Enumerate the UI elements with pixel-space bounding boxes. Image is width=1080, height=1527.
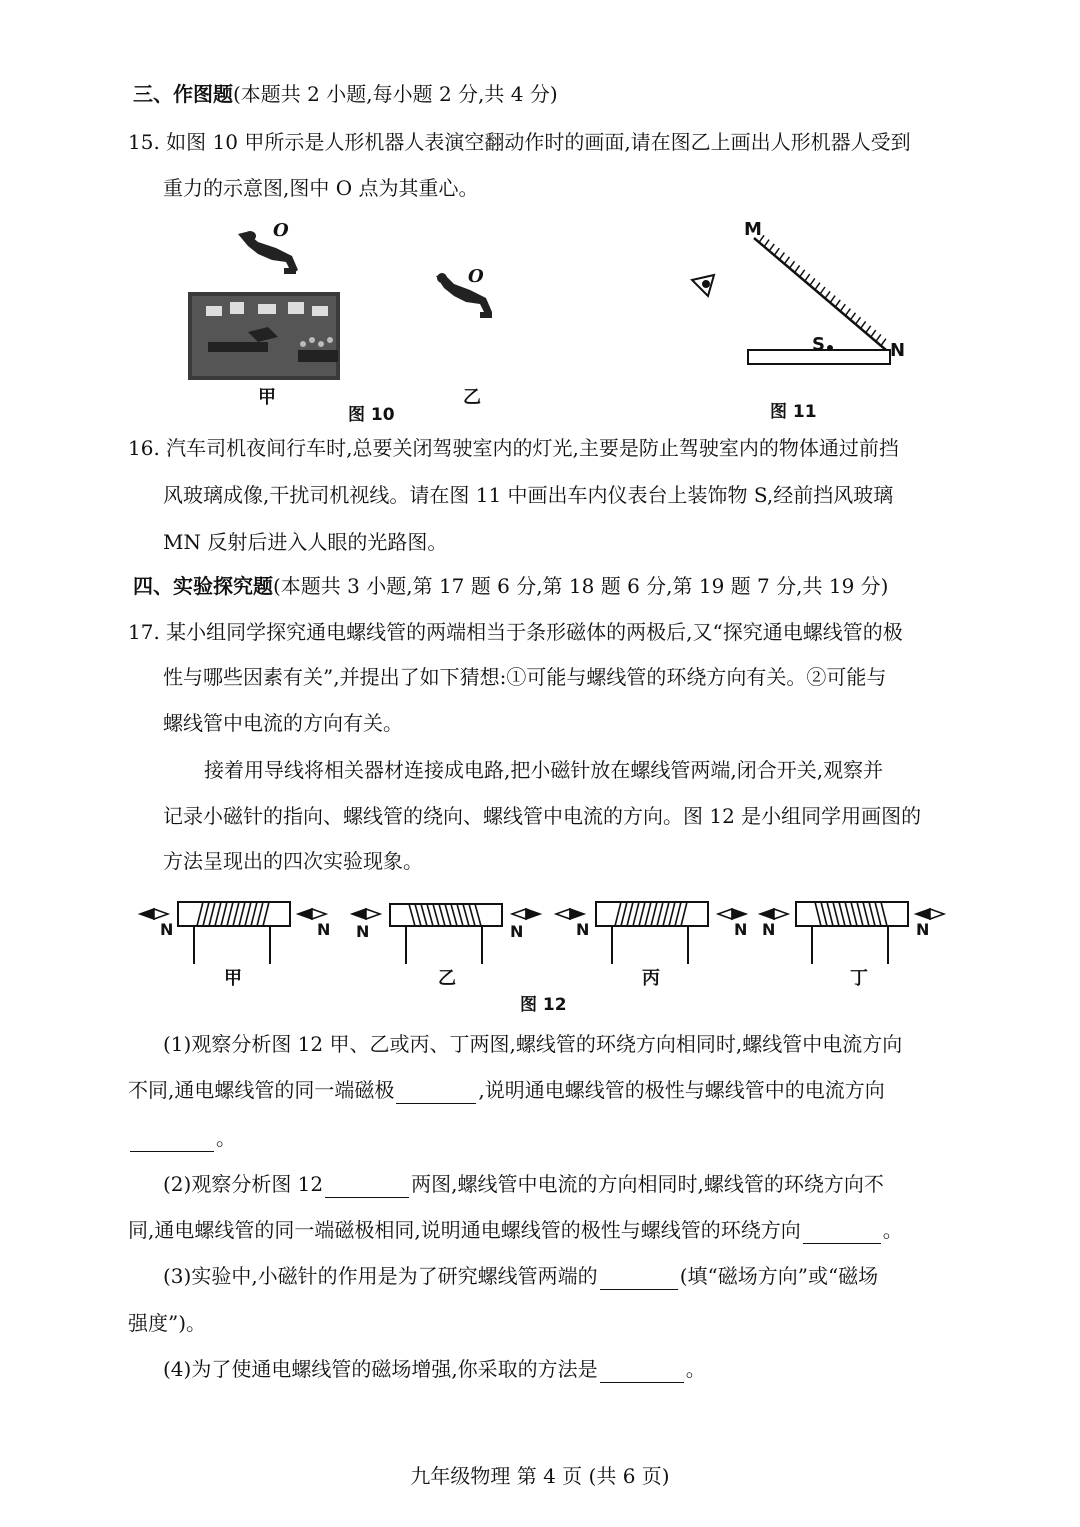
figure-12-sub-ding: 丁 — [850, 968, 868, 989]
coil-winding — [239, 902, 245, 926]
q17-1-line-1: (1)观察分析图 12 甲、乙或丙、丁两图,螺线管的环绕方向相同时,螺线管中电流方向 — [163, 1032, 903, 1056]
mirror-hatch-mark — [835, 300, 840, 307]
section-heading: 三、作图题 — [133, 82, 233, 106]
figure-12-n-label: N — [356, 922, 370, 941]
coil-winding — [463, 904, 469, 926]
mirror-hatch-mark — [840, 304, 845, 311]
q17-line-5: 记录小磁针的指向、螺线管的绕向、螺线管中电流的方向。图 12 是小组同学用画图的 — [163, 804, 922, 828]
mirror-hatch-mark — [795, 265, 800, 272]
figure-12-n-label: N — [916, 920, 930, 939]
text-segment: 。 — [216, 1126, 236, 1150]
coil-winding — [257, 902, 263, 926]
figure-12-n-label: N — [576, 920, 590, 939]
figure-10-point-o-yi: O — [468, 266, 484, 287]
coil-winding — [827, 902, 833, 926]
coil-winding — [203, 902, 209, 926]
answer-blank[interactable] — [600, 1360, 684, 1383]
text-segment: (2)观察分析图 12 — [163, 1172, 324, 1196]
figure-10-sub-jia: 甲 — [258, 387, 276, 408]
text-segment: (4)为了使通电螺线管的磁场增强,你采取的方法是 — [163, 1357, 598, 1381]
text-segment: (3)实验中,小磁针的作用是为了研究螺线管两端的 — [163, 1264, 598, 1288]
mirror-hatch-mark — [784, 257, 789, 264]
mirror-hatch-mark — [856, 317, 861, 324]
coil-winding — [245, 902, 251, 926]
q17-1-line-3 — [128, 1124, 236, 1152]
q17-line-3: 螺线管中电流的方向有关。 — [163, 711, 403, 735]
mirror-hatch-mark — [800, 270, 805, 277]
coil-winding — [221, 902, 227, 926]
mirror-hatch-mark — [850, 313, 855, 320]
coil-winding — [475, 904, 481, 926]
coil-winding — [851, 902, 857, 926]
answer-blank[interactable] — [130, 1129, 214, 1152]
mirror-hatch-mark — [830, 296, 835, 303]
coil-winding — [681, 902, 687, 926]
coil-winding — [251, 902, 257, 926]
coil-winding — [445, 904, 451, 926]
coil-winding — [421, 904, 427, 926]
figure-12-n-label: N — [510, 922, 524, 941]
figure-10-jia-photo — [188, 222, 343, 382]
coil-winding — [821, 902, 827, 926]
text-segment: 不同,通电螺线管的同一端磁极 — [128, 1078, 395, 1102]
coil-winding — [815, 902, 821, 926]
coil-winding — [675, 902, 681, 926]
mirror-hatch-mark — [810, 278, 815, 285]
figure-10-point-o-jia: O — [273, 220, 289, 241]
coil-winding — [433, 904, 439, 926]
answer-blank[interactable] — [600, 1267, 678, 1290]
coil-winding — [663, 902, 669, 926]
coil-winding — [457, 904, 463, 926]
text-segment: 两图,螺线管中电流的方向相同时,螺线管的环绕方向不 — [411, 1172, 884, 1196]
coil-winding — [439, 904, 445, 926]
coil-winding — [469, 904, 475, 926]
figure-12-n-label: N — [734, 920, 748, 939]
q17-line-6: 方法呈现出的四次实验现象。 — [163, 849, 423, 873]
figure-11-label-n: N — [890, 340, 906, 361]
figure-12-sub-jia: 甲 — [224, 968, 242, 989]
q17-3-line-2: 强度”)。 — [128, 1311, 207, 1335]
figure-12-n-label: N — [160, 920, 174, 939]
figure-12-n-label: N — [317, 920, 331, 939]
mirror-hatch-mark — [866, 326, 871, 333]
coil-winding — [627, 902, 633, 926]
coil-winding — [881, 902, 887, 926]
coil-winding — [839, 902, 845, 926]
q17-3-line-1 — [163, 1262, 878, 1290]
figure-10-sub-yi: 乙 — [463, 387, 481, 408]
coil-winding — [233, 902, 239, 926]
section-note: (本题共 2 小题,每小题 2 分,共 4 分) — [233, 82, 558, 106]
coil-winding — [845, 902, 851, 926]
mirror-hatch-mark — [790, 261, 795, 268]
figure-11-label-s: S — [812, 334, 825, 355]
coil-winding — [669, 902, 675, 926]
text-segment: 同,通电螺线管的同一端磁极相同,说明通电螺线管的极性与螺线管的环绕方向 — [128, 1218, 801, 1242]
coil-winding — [857, 902, 863, 926]
coil-winding — [263, 902, 269, 926]
text-segment: 。 — [882, 1218, 903, 1242]
mirror-hatch-mark — [881, 339, 886, 346]
coil-winding — [227, 902, 233, 926]
mirror-hatch-mark — [820, 287, 825, 294]
coil-winding — [197, 902, 203, 926]
page-footer: 九年级物理 第 4 页 (共 6 页) — [410, 1464, 670, 1488]
q17-line-1: 17. 某小组同学探究通电螺线管的两端相当于条形磁体的两极后,又“探究通电螺线管的极 — [128, 620, 903, 644]
q15-line-1: 15. 如图 10 甲所示是人形机器人表演空翻动作时的画面,请在图乙上画出人形机器人受到 — [128, 130, 911, 154]
text-segment: 。 — [685, 1357, 706, 1381]
mirror-hatch-mark — [764, 240, 769, 247]
coil-winding — [869, 902, 875, 926]
coil-winding — [215, 902, 221, 926]
section-4-title — [133, 572, 888, 600]
q17-1-line-2 — [128, 1076, 885, 1104]
section-note: (本题共 3 小题,第 17 题 6 分,第 18 题 6 分,第 19 题 7 分,共 19 分) — [273, 574, 889, 598]
mirror-hatch-mark — [871, 330, 876, 337]
q17-2-line-1 — [163, 1170, 884, 1198]
mirror-hatch-mark — [861, 321, 866, 328]
coil-winding — [209, 902, 215, 926]
answer-blank[interactable] — [325, 1175, 409, 1198]
q17-4-line-1 — [163, 1355, 706, 1383]
coil-winding — [621, 902, 627, 926]
figure-12-solenoids — [138, 896, 948, 966]
figure-12-caption: 图 12 — [520, 995, 567, 1015]
coil-winding — [615, 902, 621, 926]
figure-10-caption: 图 10 — [348, 405, 395, 425]
mirror-hatch-mark — [779, 253, 784, 260]
coil-winding — [657, 902, 663, 926]
coil-winding — [651, 902, 657, 926]
q15-line-2: 重力的示意图,图中 O 点为其重心。 — [163, 176, 479, 200]
mirror-hatch-mark — [769, 244, 774, 251]
coil-winding — [415, 904, 421, 926]
figure-12-sub-yi: 乙 — [438, 968, 456, 989]
mirror-hatch-mark — [825, 291, 830, 298]
mirror-hatch-mark — [876, 334, 881, 341]
answer-blank[interactable] — [803, 1221, 881, 1244]
text-segment: (填“磁场方向”或“磁场 — [679, 1264, 879, 1288]
section-3-title — [133, 80, 558, 108]
coil-winding — [633, 902, 639, 926]
coil-winding — [409, 904, 415, 926]
answer-blank[interactable] — [396, 1081, 476, 1104]
coil-winding — [639, 902, 645, 926]
coil-winding — [451, 904, 457, 926]
figure-11-caption: 图 11 — [770, 402, 817, 422]
coil-winding — [427, 904, 433, 926]
coil-winding — [645, 902, 651, 926]
figure-11-label-m: M — [744, 219, 762, 240]
coil-winding — [833, 902, 839, 926]
mirror-hatch-mark — [774, 248, 779, 255]
figure-12-sub-bing: 丙 — [642, 968, 660, 989]
q16-line-1: 16. 汽车司机夜间行车时,总要关闭驾驶室内的灯光,主要是防止驾驶室内的物体通过前挡 — [128, 436, 899, 460]
figure-11-diagram — [680, 220, 910, 380]
text-segment: ,说明通电螺线管的极性与螺线管中的电流方向 — [478, 1078, 885, 1102]
coil-winding — [863, 902, 869, 926]
figure-12-n-label: N — [762, 920, 776, 939]
q16-line-3: MN 反射后进入人眼的光路图。 — [163, 530, 448, 554]
q17-2-line-2 — [128, 1216, 903, 1244]
q16-line-2: 风玻璃成像,干扰司机视线。请在图 11 中画出车内仪表台上装饰物 S,经前挡风玻璃 — [163, 483, 894, 507]
section-heading: 四、实验探究题 — [133, 574, 273, 598]
mirror-hatch-mark — [845, 309, 850, 316]
q17-line-4: 接着用导线将相关器材连接成电路,把小磁针放在螺线管两端,闭合开关,观察并 — [204, 758, 884, 782]
coil-winding — [875, 902, 881, 926]
mirror-hatch-mark — [805, 274, 810, 281]
q17-line-2: 性与哪些因素有关”,并提出了如下猜想:①可能与螺线管的环绕方向有关。②可能与 — [163, 665, 887, 689]
mirror-hatch-mark — [815, 283, 820, 290]
